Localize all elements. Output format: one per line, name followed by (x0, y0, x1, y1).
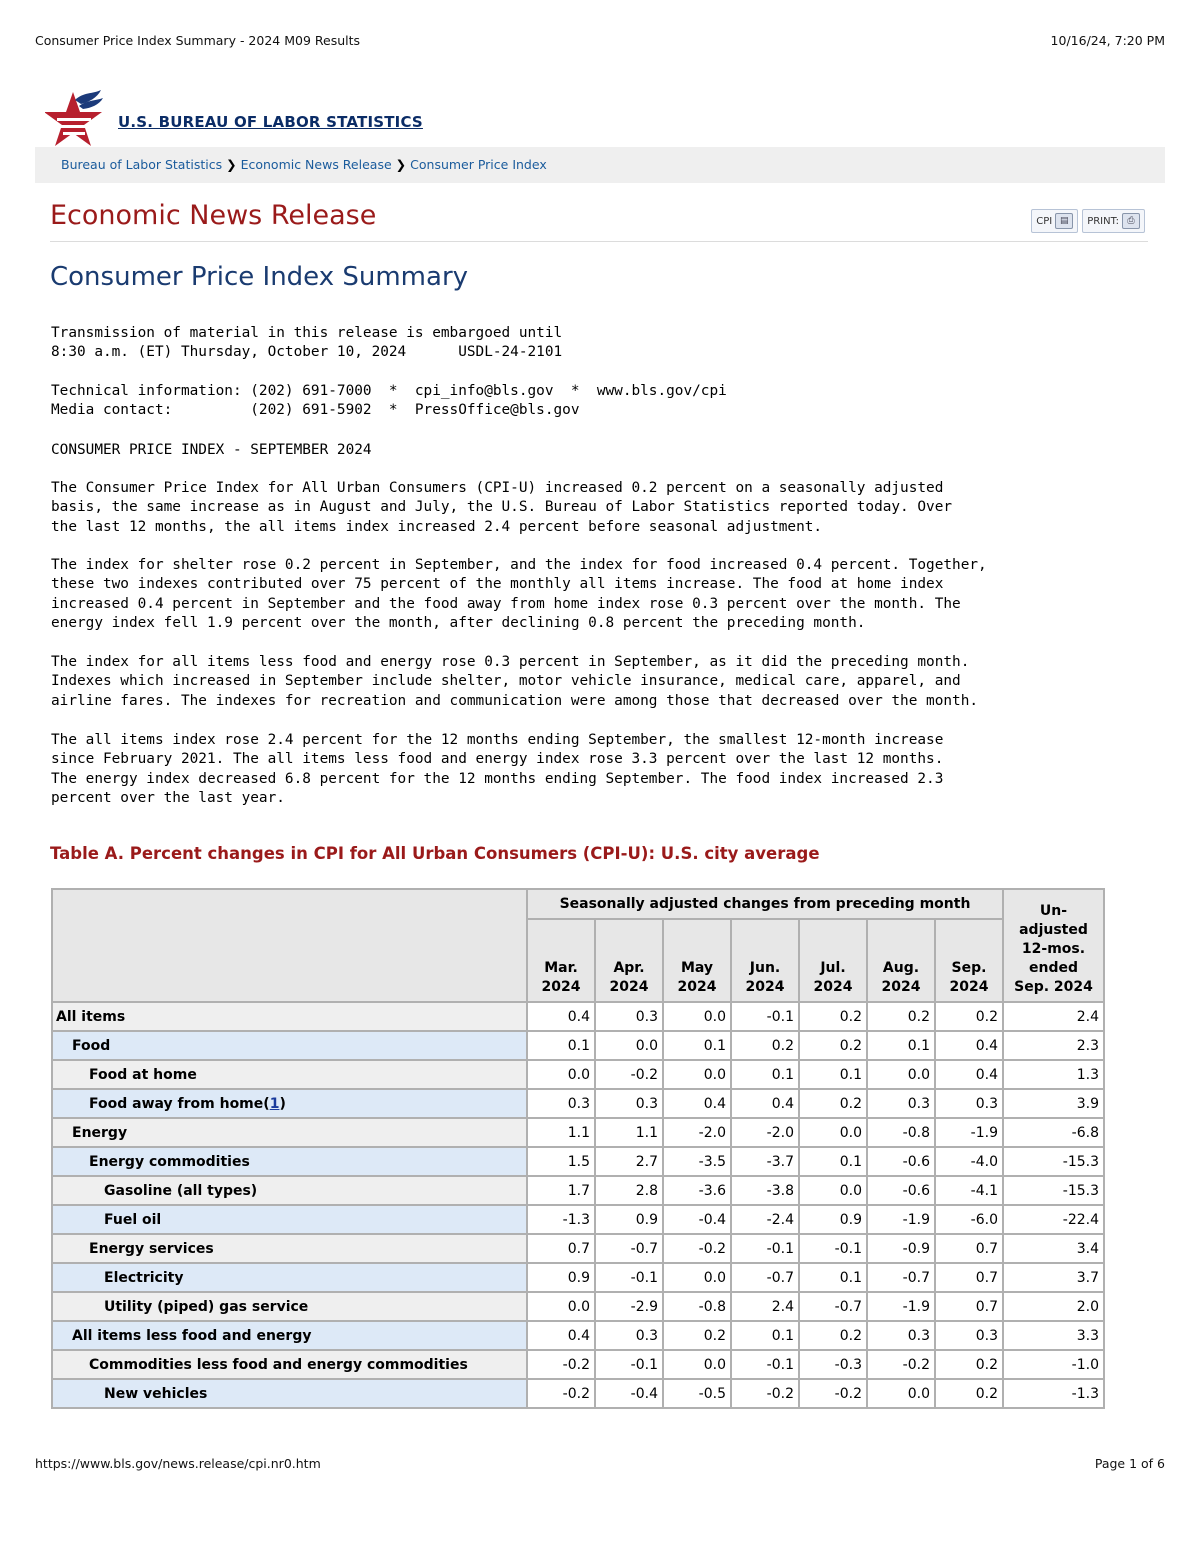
value-cell: -15.3 (1003, 1176, 1104, 1205)
value-cell: 3.4 (1003, 1234, 1104, 1263)
month-header (731, 919, 799, 1002)
month-header-month: Sep. (951, 960, 987, 976)
value-cell: 3.7 (1003, 1263, 1104, 1292)
value-cell: -1.9 (867, 1205, 935, 1234)
month-header-month: May (680, 960, 714, 976)
value-cell: -0.2 (595, 1060, 663, 1089)
value-cell: -0.7 (731, 1263, 799, 1292)
row-label-cell (52, 1234, 527, 1263)
print-header-datetime: 10/16/24, 7:20 PM (1050, 33, 1165, 48)
unadjusted-header-line: Un- (1039, 903, 1068, 919)
table-row (52, 1031, 1104, 1060)
footnote-link[interactable]: 1 (269, 1095, 280, 1112)
value-cell: 0.1 (799, 1147, 867, 1176)
value-cell: 3.3 (1003, 1321, 1104, 1350)
value-cell: 1.3 (1003, 1060, 1104, 1089)
table-corner-header (52, 889, 527, 1002)
value-cell: 0.2 (935, 1350, 1003, 1379)
value-cell: 2.0 (1003, 1292, 1104, 1321)
table-row (52, 1263, 1104, 1292)
value-cell: 0.7 (935, 1263, 1003, 1292)
row-label-cell (52, 1176, 527, 1205)
unadjusted-header-line: Sep. 2024 (1014, 979, 1093, 995)
breadcrumb-cpi[interactable]: Consumer Price Index (410, 157, 547, 172)
row-label: Electricity (104, 1269, 184, 1286)
month-header (595, 919, 663, 1002)
chevron-right-icon: ❯ (395, 157, 407, 172)
table-body (52, 1002, 1104, 1408)
value-cell: -2.4 (731, 1205, 799, 1234)
table-row (52, 1002, 1104, 1031)
value-cell: 0.3 (595, 1002, 663, 1031)
row-label-cell (52, 1379, 527, 1408)
row-label: Energy services (89, 1240, 214, 1257)
release-heading: Economic News Release (50, 200, 377, 231)
seasonal-group-header: Seasonally adjusted changes from preceding month (527, 889, 1003, 919)
value-cell: 0.0 (799, 1118, 867, 1147)
print-button[interactable] (1082, 209, 1145, 233)
value-cell: -0.3 (799, 1350, 867, 1379)
value-cell: -0.7 (867, 1263, 935, 1292)
value-cell: -22.4 (1003, 1205, 1104, 1234)
month-header-year: 2024 (541, 979, 581, 995)
value-cell: 0.1 (527, 1031, 595, 1060)
value-cell: -0.2 (527, 1350, 595, 1379)
table-row (52, 1350, 1104, 1379)
month-header (867, 919, 935, 1002)
value-cell: -0.1 (799, 1234, 867, 1263)
value-cell: -2.0 (731, 1118, 799, 1147)
value-cell: 0.0 (663, 1060, 731, 1089)
toolbar (1027, 209, 1145, 233)
value-cell: 0.2 (935, 1379, 1003, 1408)
value-cell: 0.2 (731, 1031, 799, 1060)
value-cell: -4.1 (935, 1176, 1003, 1205)
row-label: New vehicles (104, 1385, 208, 1402)
month-header-month: Jun. (749, 960, 781, 976)
value-cell: -0.2 (867, 1350, 935, 1379)
value-cell: 0.0 (663, 1002, 731, 1031)
value-cell: -6.8 (1003, 1118, 1104, 1147)
contact-block: Technical information: (202) 691-7000 * cpi_info@bls.gov * www.bls.gov/cpi Media contact: (202) 691-5902 * PressOffice@bls.gov (51, 383, 727, 419)
value-cell: 0.0 (663, 1350, 731, 1379)
cpi-button-label: CPI (1036, 215, 1053, 227)
row-label: All items less food and energy (72, 1327, 312, 1344)
value-cell: 0.2 (799, 1321, 867, 1350)
row-label-cell (52, 1118, 527, 1147)
value-cell: 0.3 (935, 1089, 1003, 1118)
print-footer-page: Page 1 of 6 (1094, 1456, 1165, 1471)
value-cell: 0.4 (527, 1321, 595, 1350)
value-cell: 0.9 (799, 1205, 867, 1234)
row-label: Utility (piped) gas service (104, 1298, 309, 1315)
value-cell: -3.5 (663, 1147, 731, 1176)
paragraph-4: The all items index rose 2.4 percent for the 12 months ending September, the smallest 12-month increase since February 2021. The all items less food and energy index rose 3.3 percent over the last 12 months. The energy index decreased 6.8 percent for the 12 months ending September. The food index increased 2.3 percent over the last year. (51, 732, 944, 806)
value-cell: 0.9 (527, 1263, 595, 1292)
value-cell: -0.1 (595, 1350, 663, 1379)
value-cell: 0.2 (935, 1002, 1003, 1031)
table-row (52, 1147, 1104, 1176)
value-cell: -15.3 (1003, 1147, 1104, 1176)
value-cell: 0.3 (867, 1089, 935, 1118)
value-cell: 2.8 (595, 1176, 663, 1205)
value-cell: 0.0 (527, 1292, 595, 1321)
row-label: Food (72, 1037, 111, 1054)
row-label: Fuel oil (104, 1211, 162, 1228)
value-cell: -1.3 (1003, 1379, 1104, 1408)
value-cell: 0.7 (935, 1292, 1003, 1321)
row-label-cell (52, 1350, 527, 1379)
value-cell: -0.1 (731, 1234, 799, 1263)
value-cell: -0.2 (799, 1379, 867, 1408)
value-cell: 0.1 (663, 1031, 731, 1060)
month-header-year: 2024 (881, 979, 921, 995)
row-label-cell (52, 1060, 527, 1089)
paragraph-1: The Consumer Price Index for All Urban Consumers (CPI-U) increased 0.2 percent on a seasonally adjusted basis, the same increase as in August and July, the U.S. Bureau of Labor Statistics reported today. Over the last 12 months, the all items index increased 2.4 percent before seasonal adjustment. (51, 480, 953, 535)
value-cell: 0.4 (663, 1089, 731, 1118)
row-label: Energy commodities (89, 1153, 250, 1170)
value-cell: 0.3 (595, 1321, 663, 1350)
value-cell: -0.8 (867, 1118, 935, 1147)
value-cell: 0.0 (527, 1060, 595, 1089)
value-cell: 0.0 (595, 1031, 663, 1060)
value-cell: -0.2 (731, 1379, 799, 1408)
value-cell: -0.4 (663, 1205, 731, 1234)
release-title: CONSUMER PRICE INDEX - SEPTEMBER 2024 (51, 442, 372, 458)
value-cell: 0.9 (595, 1205, 663, 1234)
embargo-block: Transmission of material in this release is embargoed until 8:30 a.m. (ET) Thursday, October 10, 2024 USDL-24-2101 (51, 325, 563, 361)
month-header-year: 2024 (677, 979, 717, 995)
month-header-year: 2024 (949, 979, 989, 995)
paragraph-2: The index for shelter rose 0.2 percent in September, and the index for food increased 0.4 percent. Together, these two indexes contributed over 75 percent of the monthly all items increase. The food at home index increased 0.4 percent in September and the food away from home index rose 0.3 percent over the month. The energy index fell 1.9 percent over the month, after declining 0.8 percent the preceding month. (51, 557, 987, 631)
value-cell: 0.2 (799, 1031, 867, 1060)
value-cell: 0.1 (731, 1060, 799, 1089)
value-cell: -0.2 (663, 1234, 731, 1263)
value-cell: 1.1 (527, 1118, 595, 1147)
pdf-icon: ▤ (1055, 213, 1073, 229)
unadjusted-header-line: ended (1029, 960, 1078, 976)
value-cell: 0.7 (935, 1234, 1003, 1263)
page-title: Consumer Price Index Summary (50, 262, 469, 292)
value-cell: -0.8 (663, 1292, 731, 1321)
row-label: Food at home (89, 1066, 197, 1083)
month-header (527, 919, 595, 1002)
value-cell: -6.0 (935, 1205, 1003, 1234)
value-cell: 0.1 (799, 1263, 867, 1292)
print-button-label: PRINT: (1087, 215, 1119, 227)
value-cell: 1.7 (527, 1176, 595, 1205)
unadjusted-header (1003, 889, 1104, 1002)
value-cell: -0.4 (595, 1379, 663, 1408)
value-cell: 0.3 (527, 1089, 595, 1118)
month-header-month: Mar. (544, 960, 578, 976)
chevron-right-icon: ❯ (226, 157, 237, 172)
row-label-cell (52, 1263, 527, 1292)
value-cell: 2.4 (731, 1292, 799, 1321)
value-cell: 0.0 (663, 1263, 731, 1292)
row-label-cell (52, 1321, 527, 1350)
value-cell: -0.7 (595, 1234, 663, 1263)
value-cell: 0.2 (799, 1002, 867, 1031)
value-cell: 1.5 (527, 1147, 595, 1176)
month-header-year: 2024 (813, 979, 853, 995)
paragraph-3: The index for all items less food and energy rose 0.3 percent in September, as it did the preceding month. Indexes which increased in September include shelter, motor vehicle insurance, medical care, apparel, and airline fares. The indexes for recreation and communication were among those that decreased over the month. (51, 654, 979, 709)
unadjusted-header-line: 12-mos. (1021, 941, 1086, 957)
value-cell: 0.1 (867, 1031, 935, 1060)
month-header-month: Jul. (820, 960, 846, 976)
breadcrumb-bls[interactable]: Bureau of Labor Statistics (61, 157, 223, 172)
value-cell: 0.2 (799, 1089, 867, 1118)
month-header-year: 2024 (745, 979, 785, 995)
table-row (52, 1176, 1104, 1205)
row-label-cell (52, 1002, 527, 1031)
table-row (52, 1234, 1104, 1263)
value-cell: -0.1 (595, 1263, 663, 1292)
breadcrumb (61, 157, 547, 172)
bls-star-logo-icon[interactable] (45, 88, 105, 152)
value-cell: 0.2 (663, 1321, 731, 1350)
row-label-cell (52, 1205, 527, 1234)
value-cell: -4.0 (935, 1147, 1003, 1176)
month-header (935, 919, 1003, 1002)
value-cell: 2.7 (595, 1147, 663, 1176)
table-row (52, 1379, 1104, 1408)
value-cell: -3.6 (663, 1176, 731, 1205)
value-cell: -0.1 (731, 1002, 799, 1031)
print-footer (35, 1456, 1165, 1476)
value-cell: 3.9 (1003, 1089, 1104, 1118)
row-label: All items (56, 1008, 126, 1025)
value-cell: 1.1 (595, 1118, 663, 1147)
value-cell: 0.2 (867, 1002, 935, 1031)
month-header (663, 919, 731, 1002)
row-label: Energy (72, 1124, 128, 1141)
value-cell: -0.9 (867, 1234, 935, 1263)
value-cell: -0.2 (527, 1379, 595, 1408)
table-row (52, 1321, 1104, 1350)
value-cell: 0.0 (867, 1060, 935, 1089)
value-cell: 0.4 (731, 1089, 799, 1118)
printer-icon: ⎙ (1122, 213, 1140, 229)
row-label-cell (52, 1031, 527, 1060)
cpi-table (51, 888, 1105, 1409)
agency-name-link[interactable]: U.S. BUREAU OF LABOR STATISTICS (118, 113, 423, 131)
value-cell: 0.3 (935, 1321, 1003, 1350)
value-cell: -1.3 (527, 1205, 595, 1234)
value-cell: -1.0 (1003, 1350, 1104, 1379)
unadjusted-header-line: adjusted (1019, 922, 1088, 938)
value-cell: 0.3 (595, 1089, 663, 1118)
value-cell: -3.8 (731, 1176, 799, 1205)
value-cell: 2.4 (1003, 1002, 1104, 1031)
value-cell: -0.7 (799, 1292, 867, 1321)
value-cell: -2.0 (663, 1118, 731, 1147)
print-header (35, 33, 1165, 53)
value-cell: -0.6 (867, 1147, 935, 1176)
breadcrumb-bar (35, 147, 1165, 183)
value-cell: 2.3 (1003, 1031, 1104, 1060)
value-cell: 0.1 (799, 1060, 867, 1089)
value-cell: 0.0 (867, 1379, 935, 1408)
value-cell: -0.1 (731, 1350, 799, 1379)
value-cell: -1.9 (867, 1292, 935, 1321)
breadcrumb-news-release[interactable]: Economic News Release (240, 157, 392, 172)
value-cell: 0.4 (935, 1060, 1003, 1089)
table-row (52, 1060, 1104, 1089)
table-row (52, 1089, 1104, 1118)
value-cell: -0.6 (867, 1176, 935, 1205)
print-footer-url: https://www.bls.gov/news.release/cpi.nr0.htm (35, 1456, 321, 1471)
row-label-cell: Food away from home(1) (52, 1089, 527, 1118)
month-header (799, 919, 867, 1002)
month-header-month: Apr. (613, 960, 645, 976)
row-label-cell (52, 1147, 527, 1176)
value-cell: 0.4 (935, 1031, 1003, 1060)
row-label: Commodities less food and energy commodities (89, 1356, 468, 1373)
divider (50, 241, 1148, 242)
value-cell: 0.0 (799, 1176, 867, 1205)
value-cell: 0.1 (731, 1321, 799, 1350)
cpi-pdf-button[interactable] (1031, 209, 1078, 233)
table-row (52, 1292, 1104, 1321)
month-header-year: 2024 (609, 979, 649, 995)
value-cell: -0.5 (663, 1379, 731, 1408)
value-cell: 0.3 (867, 1321, 935, 1350)
row-label: Gasoline (all types) (104, 1182, 258, 1199)
value-cell: -2.9 (595, 1292, 663, 1321)
table-row (52, 1205, 1104, 1234)
print-header-title: Consumer Price Index Summary - 2024 M09 Results (35, 33, 361, 48)
value-cell: 0.7 (527, 1234, 595, 1263)
value-cell: 0.4 (527, 1002, 595, 1031)
table-row (52, 1118, 1104, 1147)
value-cell: -1.9 (935, 1118, 1003, 1147)
row-label-cell (52, 1292, 527, 1321)
month-header-month: Aug. (882, 960, 920, 976)
table-title: Table A. Percent changes in CPI for All Urban Consumers (CPI-U): U.S. city average (50, 844, 820, 863)
value-cell: -3.7 (731, 1147, 799, 1176)
row-label: Food away from home (89, 1095, 264, 1112)
